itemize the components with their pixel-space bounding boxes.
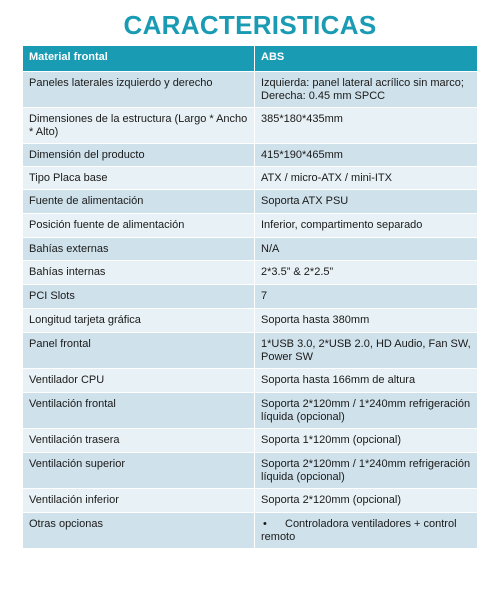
spec-value: Soporta hasta 380mm [255, 309, 478, 333]
spec-label: Ventilador CPU [23, 369, 255, 393]
spec-value [255, 513, 478, 549]
spec-value: Soporta hasta 166mm de altura [255, 369, 478, 393]
page-title: CARACTERISTICAS [123, 10, 377, 40]
table-header-row [23, 46, 477, 72]
table-row [23, 238, 477, 261]
table-row [23, 108, 477, 144]
table-row [23, 285, 477, 309]
spec-value: Inferior, compartimento separado [255, 214, 478, 238]
table-row [23, 261, 477, 285]
spec-value: Soporta 1*120mm (opcional) [255, 429, 478, 453]
spec-label: Dimensión del producto [23, 144, 255, 167]
spec-value: 1*USB 3.0, 2*USB 2.0, HD Audio, Fan SW, Power SW [255, 333, 478, 369]
table-row [23, 190, 477, 214]
spec-label: Tipo Placa base [23, 167, 255, 190]
spec-label: Posición fuente de alimentación [23, 214, 255, 238]
spec-label: Bahías externas [23, 238, 255, 261]
spec-label: Dimensiones de la estructura (Largo * Ancho * Alto) [23, 108, 255, 144]
spec-label: Ventilación superior [23, 453, 255, 489]
bullet-icon: • [263, 518, 267, 530]
spec-label: Fuente de alimentación [23, 190, 255, 214]
spec-label: Panel frontal [23, 333, 255, 369]
table-row [23, 309, 477, 333]
header-label: Material frontal [23, 46, 255, 72]
table-row [23, 513, 477, 549]
spec-label: Longitud tarjeta gráfica [23, 309, 255, 333]
spec-value: Soporta 2*120mm / 1*240mm refrigeración líquida (opcional) [255, 393, 478, 429]
specs-table [23, 46, 477, 549]
spec-label: Ventilación frontal [23, 393, 255, 429]
spec-value: Soporta 2*120mm (opcional) [255, 489, 478, 513]
spec-value: ATX / micro-ATX / mini-ITX [255, 167, 478, 190]
spec-label: Bahías internas [23, 261, 255, 285]
spec-label: Paneles laterales izquierdo y derecho [23, 72, 255, 108]
spec-label: Otras opcionas [23, 513, 255, 549]
table-row [23, 429, 477, 453]
header-value: ABS [255, 46, 478, 72]
spec-value: 7 [255, 285, 478, 309]
spec-label: PCI Slots [23, 285, 255, 309]
table-row [23, 167, 477, 190]
spec-label: Ventilación inferior [23, 489, 255, 513]
table-row [23, 72, 477, 108]
spec-value: Izquierda: panel lateral acrílico sin marco; Derecha: 0.45 mm SPCC [255, 72, 478, 108]
spec-value: Soporta ATX PSU [255, 190, 478, 214]
table-row [23, 369, 477, 393]
table-row [23, 214, 477, 238]
table-row [23, 144, 477, 167]
table-row [23, 489, 477, 513]
spec-value: 2*3.5” & 2*2.5” [255, 261, 478, 285]
table-row [23, 453, 477, 489]
spec-value-text: Controladora ventiladores + control remoto [261, 518, 457, 543]
spec-value: 415*190*465mm [255, 144, 478, 167]
table-row [23, 333, 477, 369]
spec-value: 385*180*435mm [255, 108, 478, 144]
spec-label: Ventilación trasera [23, 429, 255, 453]
spec-value: N/A [255, 238, 478, 261]
table-row [23, 393, 477, 429]
spec-value: Soporta 2*120mm / 1*240mm refrigeración líquida (opcional) [255, 453, 478, 489]
